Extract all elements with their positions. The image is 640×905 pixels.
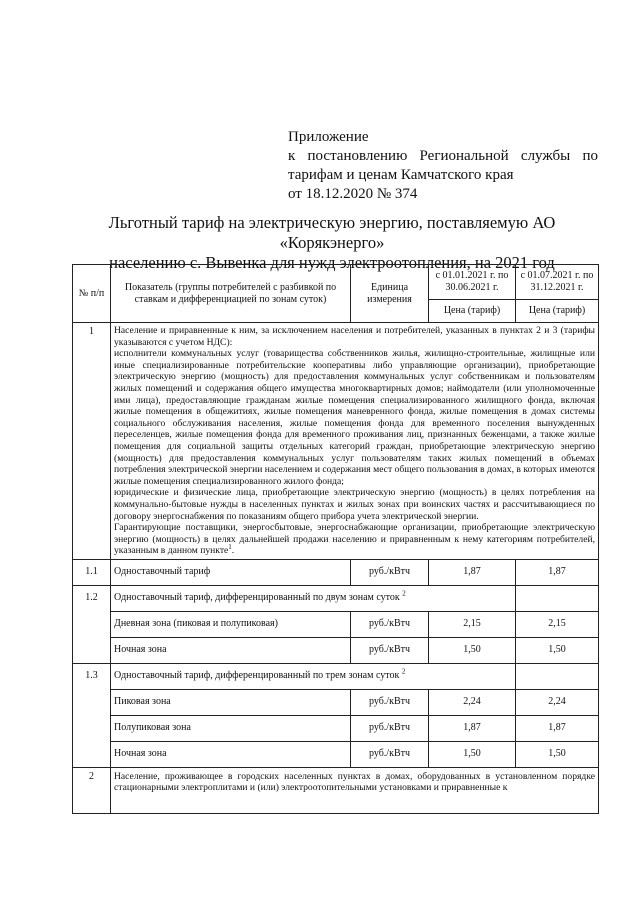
row-value-1: 2,24 (429, 689, 516, 715)
table-row (73, 637, 599, 663)
row-unit: руб./кВтч (351, 689, 429, 715)
table-row-section-2 (73, 767, 599, 813)
row-value-2: 1,50 (516, 637, 599, 663)
table-header-row (73, 265, 599, 300)
row-empty (516, 585, 599, 611)
table-row (73, 663, 599, 689)
row-unit: руб./кВтч (351, 715, 429, 741)
row-label: Дневная зона (пиковая и полупиковая) (111, 611, 351, 637)
appendix-agency-line: тарифам и ценам Камчатского края (288, 167, 514, 183)
row-num: 1.1 (73, 559, 111, 585)
section-1-paragraph: юридические и физические лица, приобретающие электрическую энергию (мощность) в целях потребления на коммунально-бытовые нужды в населенных пунктах и жилых зонах при воинских частях и рассчитывающиеся по договору энергоснабжения по показаниям общего прибора учета электрической энергии. (114, 487, 595, 522)
row-label: Полупиковая зона (111, 715, 351, 741)
row-empty (516, 663, 599, 689)
header-price-2: Цена (тариф) (516, 300, 599, 323)
appendix-heading: Приложение (288, 129, 369, 145)
row-value-2: 1,50 (516, 741, 599, 767)
row-value-2: 2,24 (516, 689, 599, 715)
row-label: Пиковая зона (111, 689, 351, 715)
table-row-section-1 (73, 323, 599, 560)
row-value-2: 1,87 (516, 715, 599, 741)
header-period-2: с 01.07.2021 г. по 31.12.2021 г. (516, 265, 599, 300)
section-1-description (111, 323, 599, 560)
header-num: № п/п (73, 265, 111, 323)
footnote-mark: 2 (401, 668, 406, 677)
section-1-paragraph: исполнители коммунальных услуг (товарищества собственников жилья, жилищно-строительные, жилищные или иные специализированные потребительские кооперативы либо управляющие организации), приобретающие электрическую энергию (мощность) для предоставления коммунальных услуг собственникам и пользователям жилых помещений и содержания общего имущества многоквартирных домов; наймодатели (или уполномоченные ими лица), предоставляющие гражданам жилые помещения специализированного жилищного фонда, включая жилые помещения в общежитиях, жилые помещения маневренного фонда, жилые помещения в домах системы социального обслуживания населения, жилые помещения фонда для временного поселения вынужденных переселенцев, жилые помещения фонда для временного проживания лиц, признанных беженцами, а также жилые помещения для социальной защиты отдельных категорий граждан, приобретающие электрическую энергию (мощность) для предоставления коммунальных услуг пользователям таких жилых помещений в объемах потребления электрической энергии населением и содержания мест общего пользования в домах, в которых имеются жилые помещения специализированного жилого фонда; (114, 348, 595, 487)
row-value-1: 1,87 (429, 715, 516, 741)
title-line-1: Льготный тариф на электрическую энергию, поставляемую АО «Корякэнерго» (108, 213, 556, 252)
row-value-1: 1,87 (429, 559, 516, 585)
row-value-2: 1,87 (516, 559, 599, 585)
row-label: Ночная зона (111, 741, 351, 767)
row-unit: руб./кВтч (351, 741, 429, 767)
table-row (73, 741, 599, 767)
row-value-1: 1,50 (429, 741, 516, 767)
row-num: 1 (73, 323, 111, 560)
appendix-date-line: от 18.12.2020 № 374 (288, 186, 418, 202)
row-label: Одноставочный тариф, дифференцированный по трем зонам суток $^2$ (111, 663, 516, 689)
footnote-mark: 1 (228, 543, 232, 552)
row-value-1: 2,15 (429, 611, 516, 637)
header-price-1: Цена (тариф) (429, 300, 516, 323)
tariff-table (72, 264, 599, 814)
table-row (73, 689, 599, 715)
table-row (73, 559, 599, 585)
row-label: Одноставочный тариф (111, 559, 351, 585)
table-row (73, 611, 599, 637)
section-1-paragraph: Гарантирующие поставщики, энергосбытовые, энергоснабжающие организации, приобретающие электрическую энергию (мощность) в целях дальнейшей продажи населению и приравненным к нему категориям потребителей, указанным в данном пункте$^1$. (114, 522, 595, 557)
row-label: Одноставочный тариф, дифференцированный по двум зонам суток $^2$ (111, 585, 516, 611)
header-unit: Единица измерения (351, 265, 429, 323)
header-period-1: с 01.01.2021 г. по 30.06.2021 г. (429, 265, 516, 300)
section-1-paragraph: Население и приравненные к ним, за исключением населения и потребителей, указанных в пунктах 2 и 3 (тарифы указываются с учетом НДС): (114, 325, 595, 348)
table-row (73, 715, 599, 741)
appendix-block (288, 128, 598, 204)
section-2-description: Население, проживающее в городских населенных пунктах в домах, оборудованных в установленном порядке стационарными электроплитами и (или) электроотопительными установками и приравненные к (111, 767, 599, 813)
row-unit: руб./кВтч (351, 559, 429, 585)
row-unit: руб./кВтч (351, 637, 429, 663)
row-value-2: 2,15 (516, 611, 599, 637)
row-label: Ночная зона (111, 637, 351, 663)
table-row (73, 585, 599, 611)
row-num: 2 (73, 767, 111, 813)
header-indicator: Показатель (группы потребителей с разбивкой по ставкам и дифференциацией по зонам суток) (111, 265, 351, 323)
row-value-1: 1,50 (429, 637, 516, 663)
title-line-2: населению с. Вывенка для нужд электроотопления, на 2021 год (109, 253, 555, 272)
row-num: 1.3 (73, 663, 111, 767)
row-unit: руб./кВтч (351, 611, 429, 637)
appendix-resolution-line: к постановлению Региональной службы по (288, 148, 598, 164)
footnote-mark: 2 (402, 590, 406, 599)
row-num: 1.2 (73, 585, 111, 663)
